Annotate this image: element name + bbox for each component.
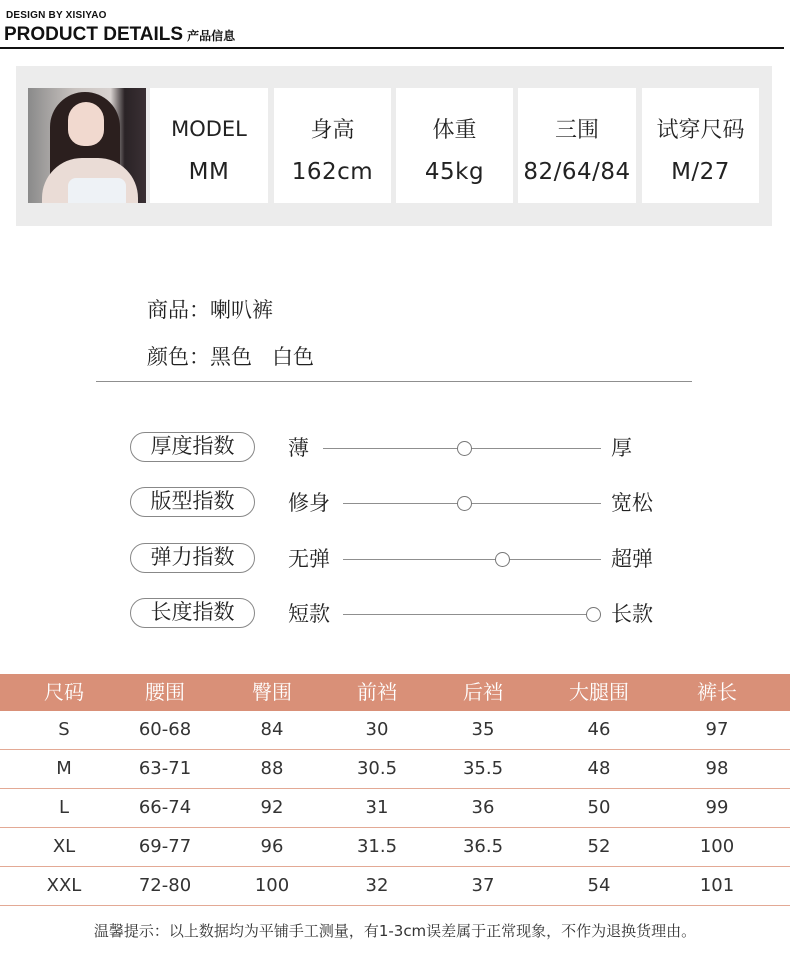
fit-high-label: 宽松	[611, 491, 653, 515]
height-card	[274, 88, 391, 203]
table-cell: 50	[587, 797, 611, 818]
height-value: 162cm	[291, 159, 374, 185]
table-cell: 48	[587, 758, 611, 779]
elasticity-index-row	[0, 539, 790, 579]
table-cell: 69-77	[138, 836, 192, 857]
brand-text: DESIGN BY XISIYAO	[6, 10, 107, 21]
table-cell: 63-71	[138, 758, 192, 779]
trial-size-label: 试穿尺码	[656, 118, 745, 143]
table-cell: S	[58, 719, 70, 740]
table-cell: M	[56, 758, 72, 779]
table-cell: 100	[254, 875, 290, 896]
table-cell: 72-80	[138, 875, 192, 896]
header-hip: 臀围	[252, 680, 292, 704]
table-row	[0, 789, 790, 828]
table-cell: 36.5	[462, 836, 504, 857]
table-cell: 100	[699, 836, 735, 857]
length-marker	[586, 607, 601, 622]
page-title	[4, 24, 235, 46]
fit-index-pill: 版型指数	[130, 487, 255, 517]
trial-size-value: M/27	[671, 159, 730, 185]
thickness-low-label: 薄	[288, 436, 309, 460]
title-english: PRODUCT DETAILS	[4, 24, 184, 45]
table-cell: 88	[260, 758, 284, 779]
product-color-line: 颜色：黑色 白色	[147, 345, 315, 369]
table-cell: 35	[471, 719, 495, 740]
table-cell: XXL	[46, 875, 82, 896]
header-waist: 腰围	[145, 680, 185, 704]
thickness-index-pill: 厚度指数	[130, 432, 255, 462]
model-info-panel	[16, 66, 772, 226]
weight-value: 45kg	[424, 159, 485, 185]
fit-low-label: 修身	[288, 491, 330, 515]
header-back-rise: 后裆	[463, 680, 503, 704]
table-cell: 101	[699, 875, 735, 896]
model-photo	[28, 88, 146, 203]
table-cell: 37	[471, 875, 495, 896]
table-row	[0, 867, 790, 906]
measurements-card	[518, 88, 636, 203]
thickness-marker	[457, 441, 472, 456]
header-thigh: 大腿围	[569, 680, 629, 704]
weight-label: 体重	[432, 118, 477, 143]
table-cell: 99	[705, 797, 729, 818]
elasticity-index-pill: 弹力指数	[130, 543, 255, 573]
table-cell: 46	[587, 719, 611, 740]
model-name-card	[150, 88, 268, 203]
elasticity-marker	[495, 552, 510, 567]
measurements-value: 82/64/84	[523, 159, 631, 185]
length-index-pill: 长度指数	[130, 598, 255, 628]
table-cell: 84	[260, 719, 284, 740]
measurement-note: 温馨提示：以上数据均为平铺手工测量，有1-3cm误差属于正常现象，不作为退换货理由。	[93, 922, 697, 940]
header-size: 尺码	[44, 680, 84, 704]
elasticity-low-label: 无弹	[288, 547, 330, 571]
length-track	[343, 614, 593, 615]
table-cell: 35.5	[462, 758, 504, 779]
table-cell: 52	[587, 836, 611, 857]
thickness-index-row	[0, 428, 790, 468]
product-name-line: 商品：喇叭裤	[147, 298, 273, 322]
height-label: 身高	[310, 118, 355, 143]
table-row	[0, 750, 790, 789]
table-cell: 30	[365, 719, 389, 740]
table-cell: 32	[365, 875, 389, 896]
table-cell: 36	[471, 797, 495, 818]
size-table-header	[0, 674, 790, 711]
table-cell: 60-68	[138, 719, 192, 740]
table-row	[0, 711, 790, 750]
elasticity-high-label: 超弹	[611, 547, 653, 571]
table-cell: 98	[705, 758, 729, 779]
weight-card	[396, 88, 513, 203]
table-cell: 96	[260, 836, 284, 857]
section-divider	[96, 381, 692, 382]
table-row	[0, 828, 790, 867]
trial-size-card	[642, 88, 759, 203]
fit-track	[343, 503, 601, 504]
fit-marker	[457, 496, 472, 511]
model-name-value: MM	[188, 159, 230, 185]
fit-index-row	[0, 483, 790, 523]
table-cell: 31	[365, 797, 389, 818]
size-table	[0, 674, 790, 906]
thickness-high-label: 厚	[611, 436, 632, 460]
length-low-label: 短款	[288, 602, 330, 626]
title-chinese: 产品信息	[187, 29, 236, 43]
table-cell: 97	[705, 719, 729, 740]
table-cell: L	[58, 797, 70, 818]
table-cell: XL	[52, 836, 76, 857]
table-cell: 30.5	[356, 758, 398, 779]
table-cell: 31.5	[356, 836, 398, 857]
header-divider	[0, 47, 784, 49]
model-name-label: MODEL	[171, 117, 247, 141]
measurements-label: 三围	[554, 118, 599, 143]
length-index-row	[0, 594, 790, 634]
length-high-label: 长款	[611, 602, 653, 626]
header-front-rise: 前裆	[357, 680, 397, 704]
table-cell: 66-74	[138, 797, 192, 818]
table-cell: 92	[260, 797, 284, 818]
table-cell: 54	[587, 875, 611, 896]
elasticity-track	[343, 559, 601, 560]
header-length: 裤长	[697, 680, 737, 704]
